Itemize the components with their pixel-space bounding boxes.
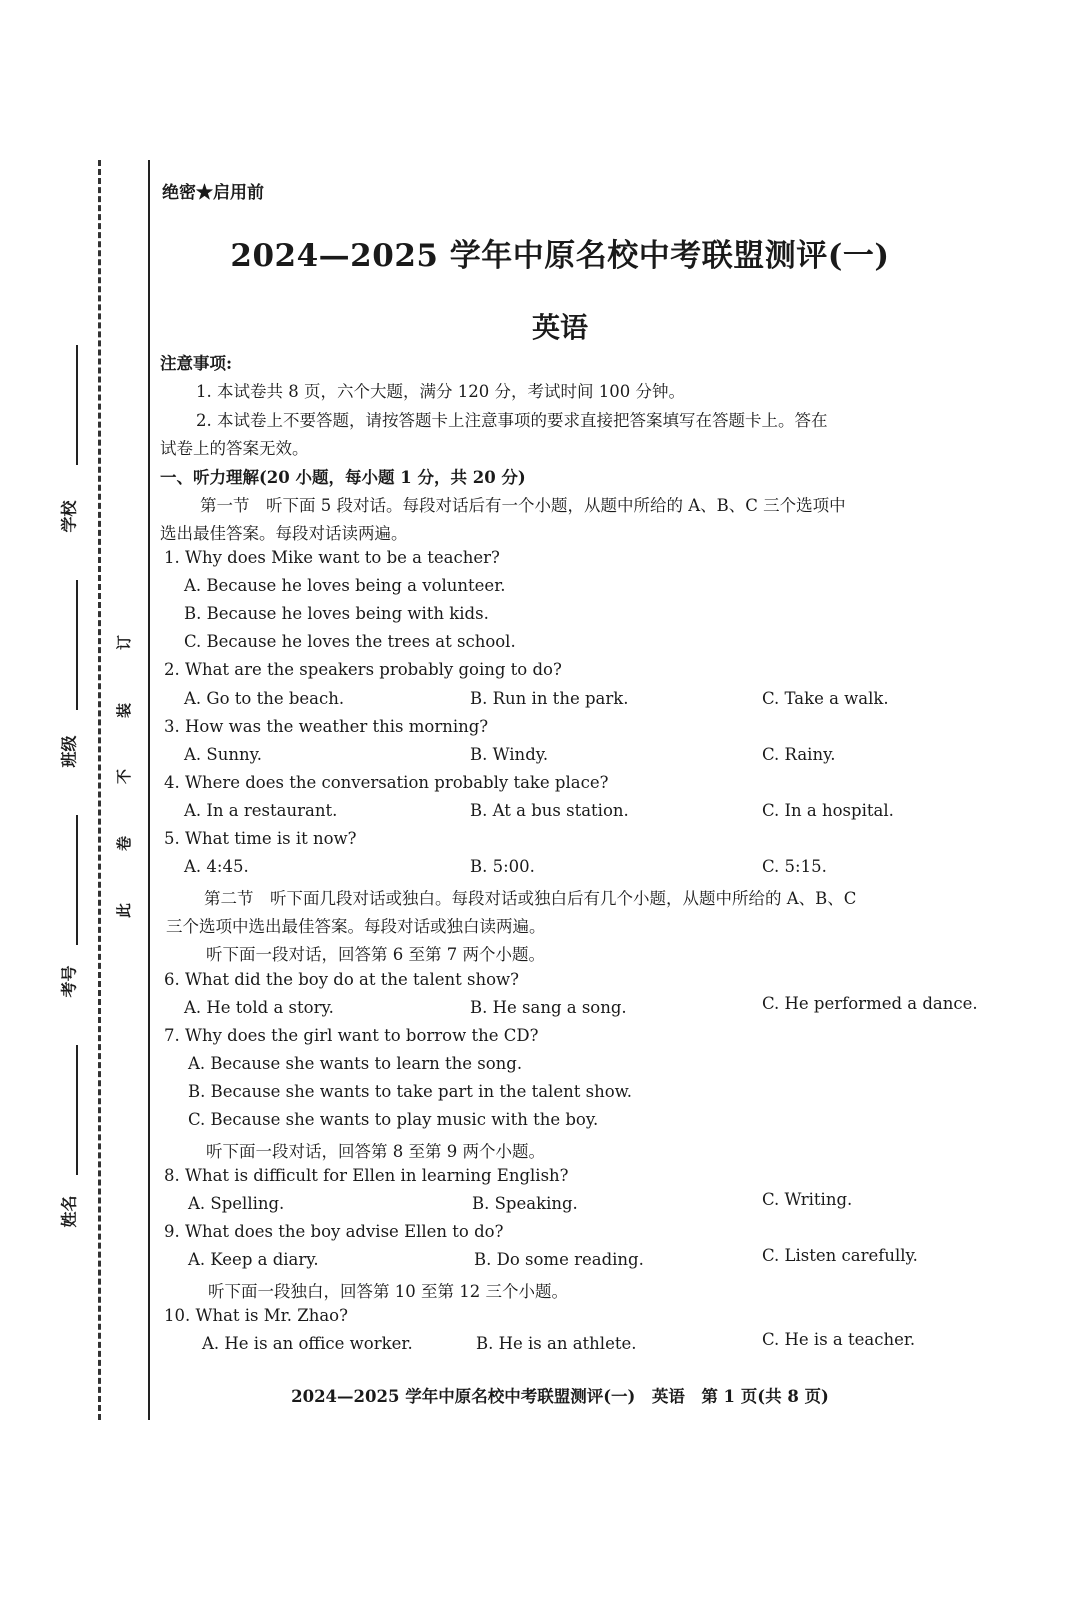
option: A. Go to the beach.: [184, 689, 345, 708]
option: B. Do some reading.: [474, 1250, 644, 1269]
question-stem: 2. What are the speakers probably going to do?: [164, 660, 562, 679]
sub-instruction: 听下面一段对话，回答第 8 至第 9 两个小题。: [206, 1142, 545, 1161]
option: A. Because he loves being a volunteer.: [184, 576, 506, 595]
school-underline: [76, 345, 78, 465]
option: B. 5:00.: [470, 857, 535, 876]
option: C. He is a teacher.: [762, 1330, 916, 1349]
question-stem: 1. Why does Mike want to be a teacher?: [164, 548, 500, 567]
option: B. At a bus station.: [470, 801, 629, 820]
exam-number-label: 考号: [59, 965, 79, 998]
option: A. Spelling.: [188, 1194, 285, 1213]
option: C. Because she wants to play music with the boy.: [188, 1110, 599, 1129]
option: A. In a restaurant.: [184, 801, 338, 820]
question-stem: 7. Why does the girl want to borrow the CD?: [164, 1026, 539, 1045]
option: C. Take a walk.: [762, 689, 889, 708]
seal-char: 此: [115, 902, 134, 919]
seal-char: 订: [115, 634, 134, 651]
option: B. Windy.: [470, 745, 549, 764]
question-stem: 5. What time is it now?: [164, 829, 357, 848]
option: C. In a hospital.: [762, 801, 894, 820]
option: A. He is an office worker.: [202, 1334, 413, 1353]
part-instruction: 第二节 听下面几段对话或独白。每段对话或独白后有几个小题，从题中所给的 A、B、C: [204, 889, 857, 908]
option: B. Run in the park.: [470, 689, 629, 708]
option: B. Speaking.: [472, 1194, 578, 1213]
part-instruction: 三个选项中选出最佳答案。每段对话或独白读两遍。: [166, 917, 546, 936]
option: B. Because she wants to take part in the talent show.: [188, 1082, 633, 1101]
notes-item: 试卷上的答案无效。: [160, 439, 309, 458]
sub-instruction: 听下面一段对话，回答第 6 至第 7 两个小题。: [206, 945, 545, 964]
option: A. Keep a diary.: [188, 1250, 319, 1269]
option: C. Listen carefully.: [762, 1246, 918, 1265]
binding-dashed-line: [98, 160, 101, 1420]
binding-solid-line: [148, 160, 150, 1420]
option: C. Because he loves the trees at school.: [184, 632, 516, 651]
name-underline: [76, 1045, 78, 1175]
name-label: 姓名: [59, 1195, 79, 1228]
option: C. 5:15.: [762, 857, 827, 876]
notes-item: 2. 本试卷上不要答题，请按答题卡上注意事项的要求直接把答案填写在答题卡上。答在: [196, 411, 828, 430]
option: C. Rainy.: [762, 745, 836, 764]
seal-char: 装: [115, 702, 134, 719]
question-stem: 6. What did the boy do at the talent show?: [164, 970, 519, 989]
page-footer: 2024—2025 学年中原名校中考联盟测评(一) 英语 第 1 页(共 8 页): [291, 1387, 829, 1406]
option: A. Because she wants to learn the song.: [188, 1054, 523, 1073]
option: B. Because he loves being with kids.: [184, 604, 489, 623]
option: A. 4:45.: [184, 857, 249, 876]
option: A. Sunny.: [184, 745, 262, 764]
option: B. He sang a song.: [470, 998, 627, 1017]
option: A. He told a story.: [184, 998, 334, 1017]
subject-title: 英语: [531, 311, 588, 344]
section-heading: 一、听力理解(20 小题，每小题 1 分，共 20 分): [160, 468, 526, 487]
seal-char: 卷: [115, 835, 134, 852]
class-underline: [76, 580, 78, 710]
sub-instruction: 听下面一段独白，回答第 10 至第 12 三个小题。: [208, 1282, 568, 1301]
question-stem: 4. Where does the conversation probably take place?: [164, 773, 609, 792]
seal-char: 不: [115, 768, 134, 785]
option: C. Writing.: [762, 1190, 853, 1209]
question-stem: 8. What is difficult for Ellen in learning English?: [164, 1166, 569, 1185]
part-instruction: 第一节 听下面 5 段对话。每段对话后有一个小题，从题中所给的 A、B、C 三个选项中: [200, 496, 846, 515]
exam-number-underline: [76, 815, 78, 945]
option: B. He is an athlete.: [476, 1334, 637, 1353]
question-stem: 3. How was the weather this morning?: [164, 717, 489, 736]
notes-heading: 注意事项:: [160, 354, 233, 373]
confidential-mark: 绝密★启用前: [162, 183, 264, 203]
question-stem: 10. What is Mr. Zhao?: [164, 1306, 348, 1325]
school-label: 学校: [59, 500, 79, 533]
part-instruction: 选出最佳答案。每段对话读两遍。: [160, 524, 408, 543]
notes-item: 1. 本试卷共 8 页，六个大题，满分 120 分，考试时间 100 分钟。: [196, 382, 685, 401]
class-label: 班级: [59, 735, 79, 768]
question-stem: 9. What does the boy advise Ellen to do?: [164, 1222, 504, 1241]
exam-title: 2024—2025 学年中原名校中考联盟测评(一): [230, 238, 890, 274]
option: C. He performed a dance.: [762, 994, 978, 1013]
